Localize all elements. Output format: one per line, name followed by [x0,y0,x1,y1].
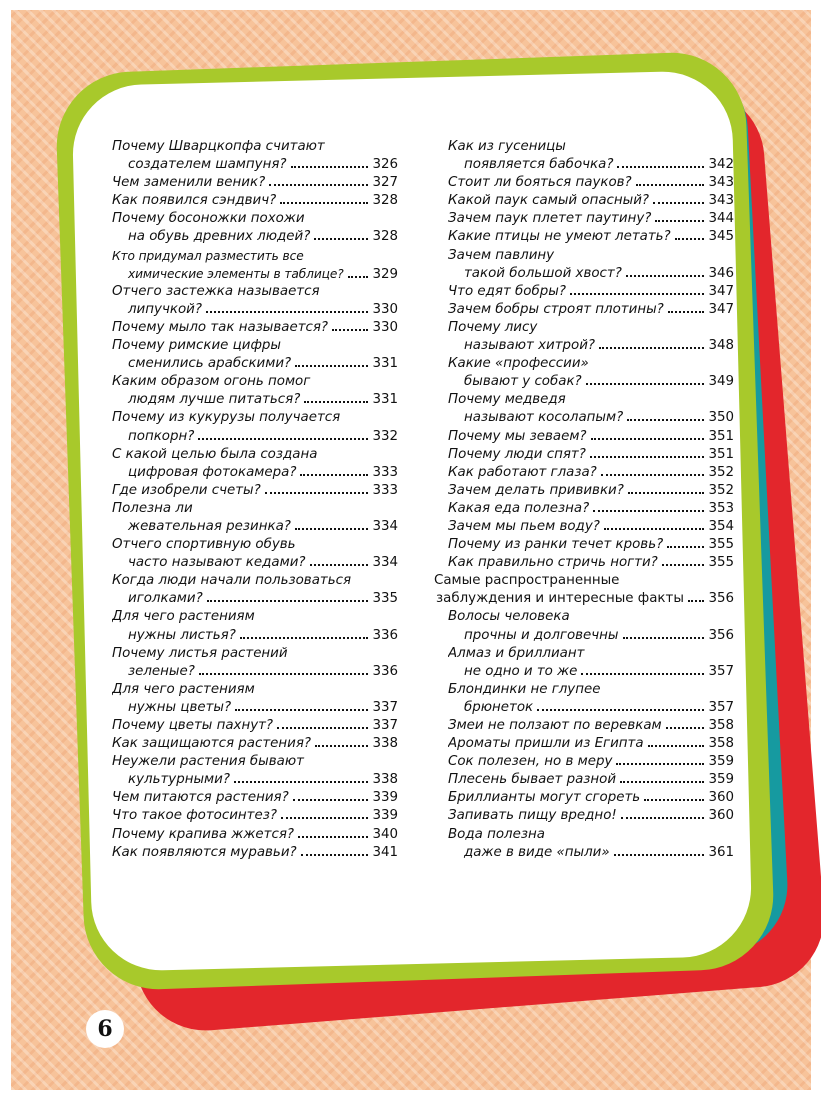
toc-page-ref: 357 [708,663,734,679]
toc-page-ref: 331 [372,392,398,408]
toc-page-ref: 339 [372,808,398,824]
toc-entry-text: Почему из ранки течет кровь? [448,537,664,553]
toc-entry-text: называют косолапым? [464,410,624,426]
toc-page-ref: 352 [708,482,734,498]
toc-page-ref: 352 [708,464,734,480]
toc-entry [448,554,734,572]
toc-entry [448,753,734,771]
toc-page-ref: 330 [372,319,398,335]
toc-entry [448,807,734,825]
dot-leader [662,564,705,566]
toc-entry-text: создателем шампуня? [128,157,287,173]
toc-entry-text: на обувь древних людей? [128,229,311,245]
toc-page-ref: 347 [708,301,734,317]
toc-entry [112,717,398,735]
toc-page-ref: 357 [708,699,734,715]
toc-entry [112,807,398,825]
toc-entry [448,174,734,192]
toc-right-column [434,138,734,862]
page-number: 6 [86,1010,124,1048]
toc-page-ref: 336 [372,627,398,643]
toc-page-ref: 349 [708,374,734,390]
toc-entry [112,174,398,192]
toc-page-ref: 328 [372,229,398,245]
toc-entry-text: бывают у собак? [464,374,582,390]
dot-leader [277,727,368,729]
dot-leader [537,709,704,711]
toc-page-ref: 354 [708,518,734,534]
toc-entry [448,247,734,283]
toc-entry-text: Каким образом огонь помог [112,374,311,390]
toc-entry [448,446,734,464]
dot-leader [314,238,368,240]
toc-page-ref: 346 [708,265,734,281]
toc-page-ref: 358 [708,736,734,752]
toc-entry [112,482,398,500]
toc-entry [448,826,734,862]
dot-leader [668,311,705,313]
toc-page-ref: 351 [708,428,734,444]
toc-entry-text: химические элементы в таблице? [128,266,344,281]
toc-entry-text: Волосы человека [448,609,570,625]
dot-leader [581,673,704,675]
toc-page-ref: 329 [372,266,398,282]
toc-entry-text: Когда люди начали пользоваться [112,573,352,589]
toc-entry-text: называют хитрой? [464,338,596,354]
toc-entry [448,482,734,500]
toc-entry-text: Плесень бывает разной [448,772,617,788]
toc-entry [448,283,734,301]
toc-entry-text: Как появился сэндвич? [112,193,277,209]
toc-entry-text: Зачем мы пьем воду? [448,518,600,534]
toc-entry-text: Что едят бобры? [448,283,566,299]
dot-leader [623,637,705,639]
toc-entry [112,283,398,319]
toc-entry [112,409,398,445]
toc-page-ref: 360 [708,790,734,806]
toc-entry-text: Как появляются муравьи? [112,844,297,860]
toc-page-ref: 333 [372,482,398,498]
toc-page-ref: 351 [708,446,734,462]
toc-page-ref: 345 [708,229,734,245]
toc-entry-text: Чем питаются растения? [112,790,289,806]
toc-entry-text: Почему лису [448,319,538,335]
dot-leader [570,293,705,295]
toc-page-ref: 355 [708,537,734,553]
toc-entry-text: зеленые? [128,663,195,679]
toc-page-ref: 360 [708,808,734,824]
toc-entry-text: Почему крапива жжется? [112,826,294,842]
toc-entry-text: Что такое фотосинтез? [112,808,277,824]
toc-page-ref: 356 [708,627,734,643]
toc-page-ref: 340 [372,826,398,842]
dot-leader [626,275,705,277]
toc-entry [112,247,398,283]
dot-leader [644,799,704,801]
toc-entry [448,608,734,644]
toc-entry [112,753,398,789]
toc-entry [448,138,734,174]
toc-entry [112,608,398,644]
toc-entry [448,391,734,427]
dot-leader [240,637,369,639]
toc-entry-text: Почему римские цифры [112,338,281,354]
toc-entry-text: Почему медведя [448,392,566,408]
toc-page-ref: 337 [372,718,398,733]
toc-entry [112,572,398,608]
toc-page-ref: 330 [372,301,398,317]
toc-entry [448,210,734,228]
dot-leader [590,456,705,458]
toc-entry-text: Вода полезна [448,826,545,842]
toc-entry [448,771,734,789]
toc-entry-text: Как защищаются растения? [112,736,311,752]
toc-entry [112,373,398,409]
toc-entry-text: брюнеток [464,699,534,715]
dot-leader [280,202,368,204]
dot-leader [653,202,704,204]
toc-entry-text: нужны листья? [128,627,236,643]
toc-entry [112,844,398,862]
toc-entry [448,645,734,681]
toc-page-ref: 328 [372,193,398,209]
toc-entry-text: Алмаз и бриллиант [448,645,585,661]
toc-entry-text: даже в виде «пыли» [464,844,610,860]
toc-entry [112,500,398,536]
toc-entry-text: часто называют кедами? [128,555,306,571]
toc-entry [448,789,734,807]
toc-entry [448,681,734,717]
toc-entry [434,572,734,608]
toc-entry-text: Почему Шварцкопфа считают [112,139,325,154]
dot-leader [198,438,368,440]
dot-leader [265,492,369,494]
toc-page-ref: 336 [372,663,398,679]
toc-entry-text: Змеи не ползают по веревкам [448,718,662,733]
dot-leader [281,817,369,819]
toc-entry-text: цифровая фотокамера? [128,464,297,480]
dot-leader [614,854,705,856]
dot-leader [667,546,704,548]
toc-page-ref: 341 [372,844,398,860]
toc-entry-text: Неужели растения бывают [112,754,304,770]
toc-page-ref: 338 [372,736,398,752]
toc-entry-text: Для чего растениям [112,681,255,697]
toc-entry [448,518,734,536]
dot-leader [310,564,369,566]
dot-leader [586,383,705,385]
dot-leader [616,763,704,765]
toc-entry [448,319,734,355]
dot-leader [332,329,368,331]
toc-entry-text: Где изобрели счеты? [112,482,261,498]
toc-entry-text: Почему люди спят? [448,446,586,462]
toc-entry [112,138,398,174]
dot-leader [315,745,368,747]
toc-entry [112,446,398,482]
toc-entry-text: нужны цветы? [128,699,232,715]
dot-leader [655,220,704,222]
toc-entry-text: Полезна ли [112,500,193,516]
toc-page-ref: 342 [708,157,734,173]
toc-entry-text: культурными? [128,772,230,788]
toc-entry-text: Почему мы зеваем? [448,428,587,444]
toc-entry [112,826,398,844]
toc-entry [112,210,398,246]
dot-leader [593,510,704,512]
toc-entry-text: С какой целью была создана [112,446,318,462]
toc-page-ref: 355 [708,555,734,571]
dot-leader [234,781,369,783]
toc-entry-text: Ароматы пришли из Египта [448,736,644,752]
toc-entry-text: Почему босоножки похожи [112,211,305,227]
toc-page-ref: 339 [372,790,398,806]
toc-entry [448,428,734,446]
toc-page-ref: 338 [372,772,398,788]
toc-entry-text: прочны и долговечны [464,627,619,643]
toc-entry [112,319,398,337]
toc-entry-text: липучкой? [128,301,202,317]
toc-entry-text: людям лучше питаться? [128,392,301,408]
dot-leader [269,184,368,186]
toc-page-ref: 343 [708,193,734,209]
dot-leader [199,673,369,675]
toc-entry-text: Стоит ли бояться пауков? [448,175,632,191]
toc-entry-text: иголками? [128,591,203,607]
toc-page-ref: 334 [372,555,398,571]
dot-leader [293,799,369,801]
toc-entry [112,337,398,373]
toc-entry-text: Почему из кукурузы получается [112,410,341,426]
dot-leader [599,347,704,349]
toc-entry-text: такой большой хвост? [464,265,622,281]
toc-entry-text: Почему листья растений [112,645,288,661]
toc-entry-text: заблуждения и интересные факты [436,591,684,607]
toc-entry-text: Какие «профессии» [448,356,589,372]
toc-page-ref: 361 [708,844,734,860]
toc-page-ref: 334 [372,518,398,534]
dot-leader [636,184,705,186]
toc-entry [448,464,734,482]
toc-entry-text: Кто придумал разместить все [112,248,304,263]
dot-leader [295,528,369,530]
toc-entry [112,735,398,753]
toc-entry-text: сменились арабскими? [128,356,292,372]
toc-page-ref: 347 [708,283,734,299]
toc-entry-text: Запивать пищу вредно! [448,808,617,824]
dot-leader [591,438,705,440]
toc-entry-text: Сок полезен, но в меру [448,754,613,770]
toc-page-ref: 359 [708,772,734,788]
toc-entry [112,789,398,807]
toc-page-ref: 327 [372,175,398,191]
toc-entry-text: не одно и то же [464,663,578,679]
dot-leader [601,474,705,476]
toc-entry-text: Зачем павлину [448,247,555,263]
toc-entry-text: Какой паук самый опасный? [448,193,650,209]
toc-page-ref: 356 [708,591,734,607]
dot-leader [688,600,705,602]
dot-leader [620,781,704,783]
toc-entry-text: Как из гусеницы [448,139,566,154]
toc-page-ref: 350 [708,410,734,426]
dot-leader [348,276,369,278]
dot-leader [235,709,368,711]
toc-entry-text: Почему мыло так называется? [112,319,329,335]
toc-page-ref: 359 [708,754,734,770]
toc-entry-text: Бриллианты могут сгореть [448,790,641,806]
dot-leader [627,419,704,421]
toc-page-ref: 326 [372,157,398,173]
toc-entry-text: Блондинки не глупее [448,681,601,697]
dot-leader [291,166,369,168]
dot-leader [621,817,705,819]
toc-entry [448,355,734,391]
dot-leader [207,600,369,602]
toc-page-ref: 344 [708,211,734,227]
dot-leader [648,745,705,747]
toc-entry [448,717,734,735]
toc-page-ref: 333 [372,464,398,480]
toc-entry-text: Какая еда полезна? [448,500,590,516]
toc-entry-text: Зачем делать прививки? [448,482,624,498]
dot-leader [301,854,369,856]
toc-entry-text: Зачем бобры строят плотины? [448,301,664,317]
toc-entry-text: Чем заменили веник? [112,175,266,191]
toc-entry-text: появляется бабочка? [464,157,614,173]
dot-leader [295,365,368,367]
toc-entry [112,681,398,717]
toc-entry-text: Какие птицы не умеют летать? [448,229,671,245]
toc-entry-text: попкорн? [128,428,195,444]
toc-entry [448,192,734,210]
toc-entry [112,192,398,210]
toc-left-column [112,138,398,862]
dot-leader [604,528,705,530]
toc-page-ref: 358 [708,718,734,733]
dot-leader [666,727,705,729]
toc-entry-text: Почему цветы пахнут? [112,718,274,733]
dot-leader [617,166,704,168]
dot-leader [298,836,368,838]
toc-entry [112,645,398,681]
toc-entry-text: Отчего спортивную обувь [112,537,296,553]
toc-entry [448,228,734,246]
dot-leader [206,311,368,313]
toc-entry [448,735,734,753]
dot-leader [628,492,705,494]
toc-page-ref: 332 [372,428,398,444]
toc-entry-text: Как работают глаза? [448,464,597,480]
dot-leader [675,238,705,240]
toc-entry [448,301,734,319]
toc-entry-text: Самые распространенные [434,573,620,589]
toc-entry-text: Зачем паук плетет паутину? [448,211,652,227]
toc-page-ref: 335 [372,591,398,607]
dot-leader [304,401,368,403]
toc-entry-text: Для чего растениям [112,609,255,625]
toc-page-ref: 343 [708,175,734,191]
toc-page-ref: 331 [372,356,398,372]
toc-entry [112,536,398,572]
toc-entry [448,500,734,518]
toc-page-ref: 348 [708,338,734,354]
toc-entry [448,536,734,554]
toc-entry-text: жевательная резинка? [128,518,291,534]
toc-page-ref: 353 [708,500,734,516]
toc-entry-text: Отчего застежка называется [112,283,320,299]
toc-page-ref: 337 [372,699,398,715]
dot-leader [300,474,368,476]
toc-entry-text: Как правильно стричь ногти? [448,555,658,571]
